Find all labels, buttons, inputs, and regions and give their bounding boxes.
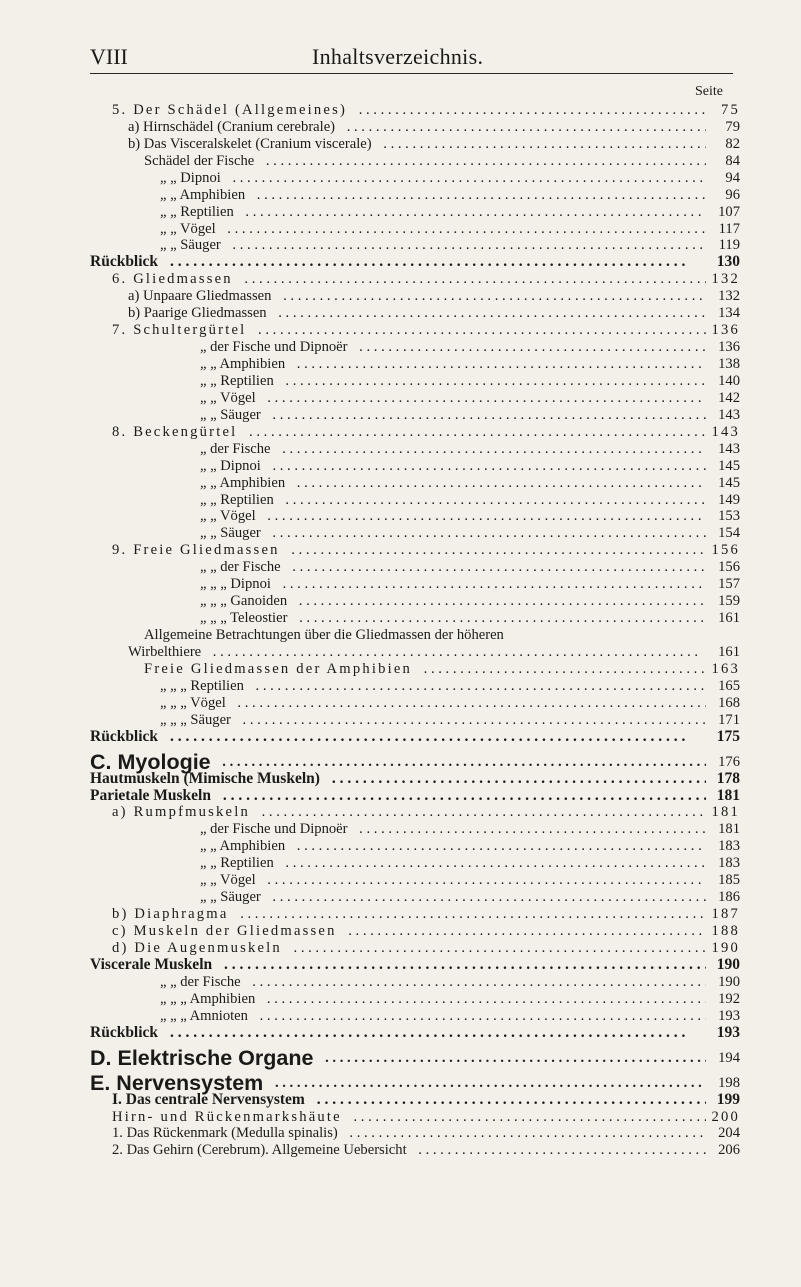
toc-entry-label: „ „ „ Amphibien <box>160 990 256 1007</box>
toc-entry-page: 190 <box>718 973 740 990</box>
toc-entry-label: c) Muskeln der Gliedmassen <box>112 923 337 939</box>
toc-entry-page: 181 <box>718 821 740 838</box>
toc-entry-page: 82 <box>725 135 740 152</box>
toc-entry <box>90 694 740 711</box>
leader-dots <box>420 661 705 677</box>
toc-entry-page: 156 <box>718 559 740 576</box>
toc-entry-label: „ „ Dipnoi <box>200 457 261 474</box>
toc-entry <box>90 677 740 694</box>
toc-entry <box>90 423 740 440</box>
toc-entry-page: 136 <box>711 322 740 339</box>
toc-entry-label: „ „ Säuger <box>160 237 221 254</box>
toc-entry-label: „ der Fische <box>200 440 271 457</box>
toc-entry-label: „ „ Reptilien <box>200 372 274 389</box>
leader-dots <box>355 102 706 118</box>
toc-entry-page: 149 <box>718 491 740 508</box>
toc-entry-label: Rückblick <box>90 253 159 271</box>
leader-dots <box>234 695 706 711</box>
toc-entry-label: „ „ Säuger <box>200 525 261 542</box>
toc-entry-label: Schädel der Fische <box>144 152 255 169</box>
toc-entry-label: 8. Beckengürtel <box>112 423 238 440</box>
toc-entry-label: a) Hirnschädel (Cranium cerebrale) <box>128 118 336 135</box>
toc-entry <box>90 820 740 837</box>
toc-entry-label: Allgemeine Betrachtungen über die Gliedmassen der höheren <box>144 627 504 643</box>
toc-entry-label: 2. Das Gehirn (Cerebrum). Allgemeine Uebersicht <box>112 1142 407 1159</box>
toc-entry-label: „ „ „ Vögel <box>160 694 226 711</box>
toc-entry-page: 143 <box>711 423 740 440</box>
toc-entry-label: „ „ Säuger <box>200 889 261 906</box>
leader-dots <box>264 508 706 524</box>
toc-entry-page: 161 <box>718 610 740 627</box>
toc-entry <box>90 135 740 152</box>
toc-entry-label: Wirbelthiere <box>128 643 202 660</box>
toc-entry-label: „ „ Reptilien <box>200 855 274 872</box>
toc-entry-page: 175 <box>716 727 740 745</box>
toc-entry-page: 206 <box>718 1142 740 1159</box>
toc-entry-page: 190 <box>711 939 740 956</box>
leader-dots <box>220 957 706 973</box>
toc-entry-page: 200 <box>711 1108 740 1125</box>
toc-entry <box>90 389 740 406</box>
page-number: VIII <box>90 44 128 69</box>
leader-dots <box>321 1047 706 1066</box>
toc-entry-label: Rückblick <box>90 1023 159 1041</box>
toc-entry-label: E. Nervensystem <box>90 1070 264 1095</box>
toc-entry <box>90 1125 740 1142</box>
toc-entry-page: 185 <box>718 872 740 889</box>
toc-entry-label: „ der Fische und Dipnoër <box>200 821 348 838</box>
toc-entry-page: 138 <box>718 356 740 372</box>
toc-entry <box>90 338 740 355</box>
toc-entry <box>90 508 740 525</box>
toc-entry-label: „ „ Vögel <box>200 872 256 889</box>
leader-dots <box>269 889 706 905</box>
toc-entry-page: 136 <box>718 339 740 356</box>
toc-entry <box>90 372 740 389</box>
toc-entry-page: 178 <box>716 769 740 787</box>
toc-entry <box>90 474 740 491</box>
toc-entry <box>90 1091 740 1108</box>
toc-entry <box>90 1024 740 1041</box>
leader-dots <box>166 254 706 270</box>
leader-dots <box>269 525 706 541</box>
leader-dots <box>295 610 706 626</box>
toc-entry-page: 96 <box>725 186 740 203</box>
toc-entry-label: „ „ Dipnoi <box>160 169 221 186</box>
leader-dots <box>264 390 706 406</box>
leader-dots <box>380 136 706 152</box>
leader-dots <box>293 475 706 491</box>
toc-entry-page: 183 <box>718 855 740 872</box>
toc-entry-label: „ „ Reptilien <box>160 203 234 220</box>
toc-entry <box>90 321 740 338</box>
toc-entry <box>90 804 740 821</box>
toc-entry-page: 181 <box>716 786 740 804</box>
leader-dots <box>229 237 706 253</box>
leader-dots <box>356 821 706 837</box>
toc-entry <box>90 575 740 592</box>
leader-dots <box>269 458 706 474</box>
toc-entry-label: C. Myologie <box>90 749 211 774</box>
toc-entry-page: 187 <box>711 906 740 923</box>
leader-dots <box>288 542 706 558</box>
leader-dots <box>242 204 706 220</box>
toc-entry-label: 1. Das Rückenmark (Medulla spinalis) <box>112 1125 338 1142</box>
leader-dots <box>346 1125 706 1141</box>
toc-entry-page: 143 <box>718 440 740 457</box>
toc-entry <box>90 956 740 973</box>
leader-dots <box>282 373 706 389</box>
toc-entry <box>90 169 740 186</box>
toc-entry <box>90 186 740 203</box>
toc-entry-page: 188 <box>711 923 740 939</box>
toc-entry <box>90 1007 740 1024</box>
toc-entry <box>90 745 740 774</box>
toc-entry-label: „ „ „ Säuger <box>160 711 231 728</box>
toc-entry-label: „ „ Reptilien <box>200 491 274 508</box>
leader-dots <box>415 1142 706 1158</box>
toc-entry-label: b) Paarige Gliedmassen <box>128 305 267 322</box>
toc-entry-page: 193 <box>716 1023 740 1041</box>
toc-entry-label: „ „ Säuger <box>200 406 261 423</box>
toc-entry-page: 176 <box>718 753 740 770</box>
toc-entry <box>90 854 740 871</box>
toc-entry-page: 161 <box>718 643 740 660</box>
toc-entry <box>90 355 740 372</box>
toc-entry-page: 140 <box>718 372 740 389</box>
toc-entry <box>90 541 740 558</box>
leader-dots <box>224 221 706 237</box>
toc-entry <box>90 304 740 321</box>
toc-entry-page: 142 <box>718 389 740 406</box>
toc-entry <box>90 1141 740 1158</box>
toc-entry-label: „ „ „ Amnioten <box>160 1007 248 1024</box>
toc-entry-label: b) Das Visceralskelet (Cranium viscerale) <box>128 135 372 152</box>
toc-entry-label: „ „ Amphibien <box>160 186 246 203</box>
toc-entry-label: D. Elektrische Organe <box>90 1045 314 1070</box>
toc-entry-page: 119 <box>718 237 740 254</box>
toc-entry <box>90 118 740 135</box>
leader-dots <box>209 644 706 660</box>
toc-entry-page: 183 <box>718 838 740 855</box>
toc-entry-label: Parietale Muskeln <box>90 786 211 804</box>
toc-entry-page: 181 <box>711 804 740 821</box>
leader-dots <box>279 441 706 457</box>
toc-entry-page: 193 <box>718 1007 740 1024</box>
toc-entry <box>90 558 740 575</box>
leader-dots <box>253 187 706 203</box>
toc-entry-page: 132 <box>711 271 740 288</box>
leader-dots <box>219 751 706 770</box>
toc-entry <box>90 440 740 457</box>
leader-dots <box>282 492 706 508</box>
toc-entry-page: 192 <box>718 990 740 1007</box>
toc-entry <box>90 837 740 854</box>
toc-entry-label: „ „ Amphibien <box>200 356 286 372</box>
toc-entry-page: 194 <box>718 1049 740 1066</box>
toc-entry <box>90 609 740 626</box>
toc-entry <box>90 990 740 1007</box>
toc-entry-page: 130 <box>716 253 740 271</box>
toc-entry-label: 6. Gliedmassen <box>112 271 233 288</box>
leader-dots <box>245 424 705 440</box>
leader-dots <box>241 271 706 287</box>
toc-entry <box>90 711 740 728</box>
toc-entry-label: „ „ „ Reptilien <box>160 677 244 694</box>
leader-dots <box>282 855 706 871</box>
toc-entry-page: 145 <box>718 457 740 474</box>
toc-entry-page: 132 <box>718 288 740 305</box>
leader-dots <box>252 678 706 694</box>
toc-entry-label: „ „ Vögel <box>160 220 216 237</box>
toc-entry-label: b) Diaphragma <box>112 906 229 923</box>
toc-entry-page: 117 <box>718 220 740 237</box>
toc-entry-page: 94 <box>725 169 740 186</box>
toc-entry-page: 143 <box>718 406 740 423</box>
toc-entry-page: 154 <box>718 525 740 542</box>
toc-entry-page: 165 <box>718 677 740 694</box>
seite-label: Seite <box>695 84 723 99</box>
toc-entry-label: „ „ Amphibien <box>200 838 286 855</box>
toc-entry-page: 190 <box>716 955 740 973</box>
toc-entry <box>90 1041 740 1070</box>
toc-entry-label: „ „ Vögel <box>200 389 256 406</box>
toc-entry-page: 186 <box>718 889 740 906</box>
toc-entry <box>90 626 740 643</box>
toc-entry-page: 156 <box>711 542 740 559</box>
leader-dots <box>279 288 706 304</box>
toc-entry-label: Viscerale Muskeln <box>90 955 213 973</box>
leader-dots <box>254 322 705 338</box>
toc-entry-label: „ der Fische und Dipnoër <box>200 339 348 356</box>
toc-entry-label: I. Das centrale Nervensystem <box>112 1090 305 1108</box>
toc-entry-label: d) Die Augenmuskeln <box>112 939 282 956</box>
toc-entry-label: „ „ „ Teleostier <box>200 610 288 627</box>
toc-entry-page: 171 <box>718 711 740 728</box>
leader-dots <box>295 593 706 609</box>
toc-entry <box>90 524 740 541</box>
toc-entry <box>90 270 740 287</box>
leader-dots <box>271 1072 706 1091</box>
leader-dots <box>313 1092 706 1108</box>
toc-entry-page: 159 <box>718 593 740 610</box>
toc-entry-label: Hirn- und Rückenmarkshäute <box>112 1108 342 1125</box>
leader-dots <box>229 170 706 186</box>
toc-entry-page: 107 <box>718 203 740 220</box>
leader-dots <box>166 1025 706 1041</box>
leader-dots <box>356 339 706 355</box>
toc-entry <box>90 237 740 254</box>
toc-entry <box>90 406 740 423</box>
toc-entry-page: 75 <box>721 101 740 118</box>
toc-entry <box>90 152 740 169</box>
toc-entry <box>90 973 740 990</box>
toc-entry <box>90 457 740 474</box>
toc-entry-label: Hautmuskeln (Mimische Muskeln) <box>90 769 320 787</box>
toc-entry <box>90 101 740 118</box>
leader-dots <box>279 576 706 592</box>
toc-entry-label: a) Unpaare Gliedmassen <box>128 288 272 305</box>
toc-entry <box>90 888 740 905</box>
toc-entry-page: 145 <box>718 474 740 491</box>
toc-entry-page: 198 <box>718 1074 740 1091</box>
page-header <box>90 44 723 74</box>
toc-entry-page: 153 <box>718 508 740 525</box>
toc-entry <box>90 939 740 956</box>
toc-entry-label: Freie Gliedmassen der Amphibien <box>144 660 413 677</box>
leader-dots <box>262 153 706 169</box>
toc-entry-label: „ „ „ Dipnoi <box>200 576 271 593</box>
toc-entry <box>90 905 740 922</box>
toc-entry <box>90 922 740 939</box>
toc-entry-label: „ „ der Fische <box>200 559 281 576</box>
toc-entry-page: 204 <box>718 1125 740 1142</box>
leader-dots <box>269 407 706 423</box>
leader-dots <box>264 872 706 888</box>
leader-dots <box>249 974 706 990</box>
toc-entry-label: „ „ „ Ganoiden <box>200 593 288 610</box>
toc-entry <box>90 787 740 804</box>
header-rule <box>90 73 733 74</box>
toc-entry <box>90 203 740 220</box>
leader-dots <box>258 804 706 820</box>
leader-dots <box>293 838 706 854</box>
leader-dots <box>345 923 706 939</box>
toc-entry <box>90 491 740 508</box>
leader-dots <box>166 729 706 745</box>
toc-entry-label: a) Rumpfmuskeln <box>112 804 250 821</box>
leader-dots <box>263 991 706 1007</box>
toc-entry <box>90 770 740 787</box>
leader-dots <box>343 119 706 135</box>
leader-dots <box>237 906 706 922</box>
toc-entry-page: 163 <box>711 660 740 677</box>
page-title: Inhaltsverzeichnis. <box>312 44 484 69</box>
leader-dots <box>290 940 706 956</box>
toc-entry <box>90 220 740 237</box>
leader-dots <box>219 788 706 804</box>
toc-entry-page: 134 <box>718 305 740 322</box>
leader-dots <box>239 712 706 728</box>
leader-dots <box>328 771 706 787</box>
toc-entry-page: 199 <box>716 1090 740 1108</box>
toc-entry-label: Rückblick <box>90 727 159 745</box>
table-of-contents <box>90 101 740 1158</box>
leader-dots <box>275 305 706 321</box>
toc-entry-label: „ „ der Fische <box>160 973 241 990</box>
toc-entry-label: 7. Schultergürtel <box>112 322 247 339</box>
toc-entry-label: 5. Der Schädel (Allgemeines) <box>112 101 348 118</box>
toc-entry <box>90 728 740 745</box>
toc-entry <box>90 643 740 660</box>
toc-entry-page: 79 <box>725 118 740 135</box>
toc-entry-label: „ „ Amphibien <box>200 474 286 491</box>
toc-entry <box>90 287 740 304</box>
leader-dots <box>350 1109 706 1125</box>
toc-entry <box>90 660 740 677</box>
toc-entry <box>90 1108 740 1125</box>
toc-entry <box>90 871 740 888</box>
leader-dots <box>256 1008 706 1024</box>
toc-entry-page: 168 <box>718 694 740 711</box>
toc-entry-label: „ „ Vögel <box>200 508 256 525</box>
toc-entry <box>90 253 740 270</box>
leader-dots <box>293 356 706 372</box>
toc-entry-label: 9. Freie Gliedmassen <box>112 542 280 559</box>
toc-entry <box>90 592 740 609</box>
toc-entry-page: 157 <box>718 576 740 593</box>
toc-entry-page: 84 <box>725 152 740 169</box>
leader-dots <box>289 559 706 575</box>
